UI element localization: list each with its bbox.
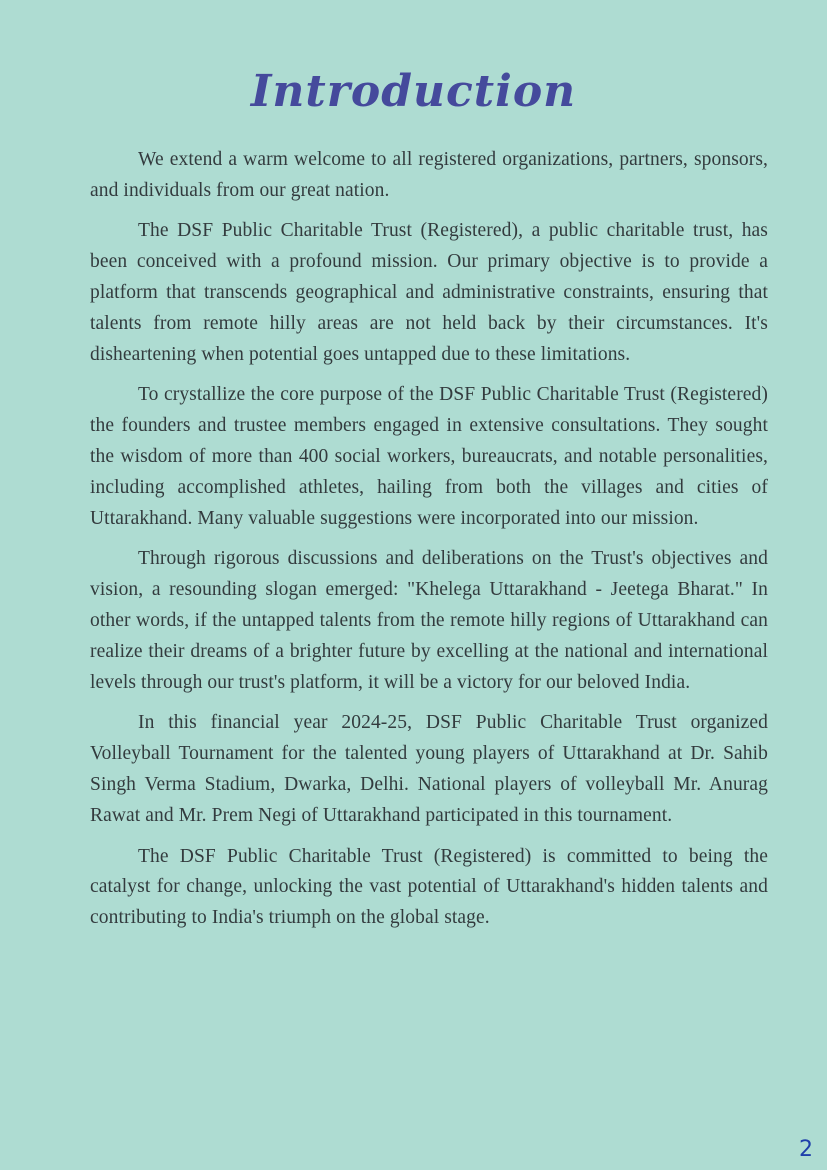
page-content bbox=[90, 145, 768, 934]
page-number: 2 bbox=[799, 1137, 813, 1162]
paragraph-commitment: The DSF Public Charitable Trust (Registered) is committed to being the catalyst for change, unlocking the vast potential of Uttarakhand's hidden talents and contributing to India's triumph on the global stage. bbox=[90, 845, 768, 929]
paragraph-consultations: To crystallize the core purpose of the DSF Public Charitable Trust (Registered) the founders and trustee members engaged in extensive consultations. They sought the wisdom of more than 400 social workers, bureaucrats, and notable personalities, including accomplished athletes, hailing from both the villages and cities of Uttarakhand. Many valuable suggestions were incorporated into our mission. bbox=[90, 384, 768, 529]
paragraph-slogan: Through rigorous discussions and deliberations on the Trust's objectives and vision, a resounding slogan emerged: "Khelega Uttarakhand - Jeetega Bharat." In other words, if the untapped talents from the remote hilly regions of Uttarakhand can realize their dreams of a brighter future by excelling at the national and international levels through our trust's platform, it will be a victory for our beloved India. bbox=[90, 548, 768, 693]
page-title: Introduction bbox=[250, 66, 577, 117]
paragraph-welcome: We extend a warm welcome to all registered organizations, partners, sponsors, and individuals from our great nation. bbox=[90, 148, 768, 201]
paragraph-tournament: In this financial year 2024-25, DSF Public Charitable Trust organized Volleyball Tournament for the talented young players of Uttarakhand at Dr. Sahib Singh Verma Stadium, Dwarka, Delhi. National players of volleyball Mr. Anurag Rawat and Mr. Prem Negi of Uttarakhand participated in this tournament. bbox=[90, 712, 768, 826]
paragraph-mission: The DSF Public Charitable Trust (Registered), a public charitable trust, has been conceived with a profound mission. Our primary objective is to provide a platform that transcends geographical and administrative constraints, ensuring that talents from remote hilly areas are not held back by their circumstances. It's disheartening when potential goes untapped due to these limitations. bbox=[90, 220, 768, 365]
